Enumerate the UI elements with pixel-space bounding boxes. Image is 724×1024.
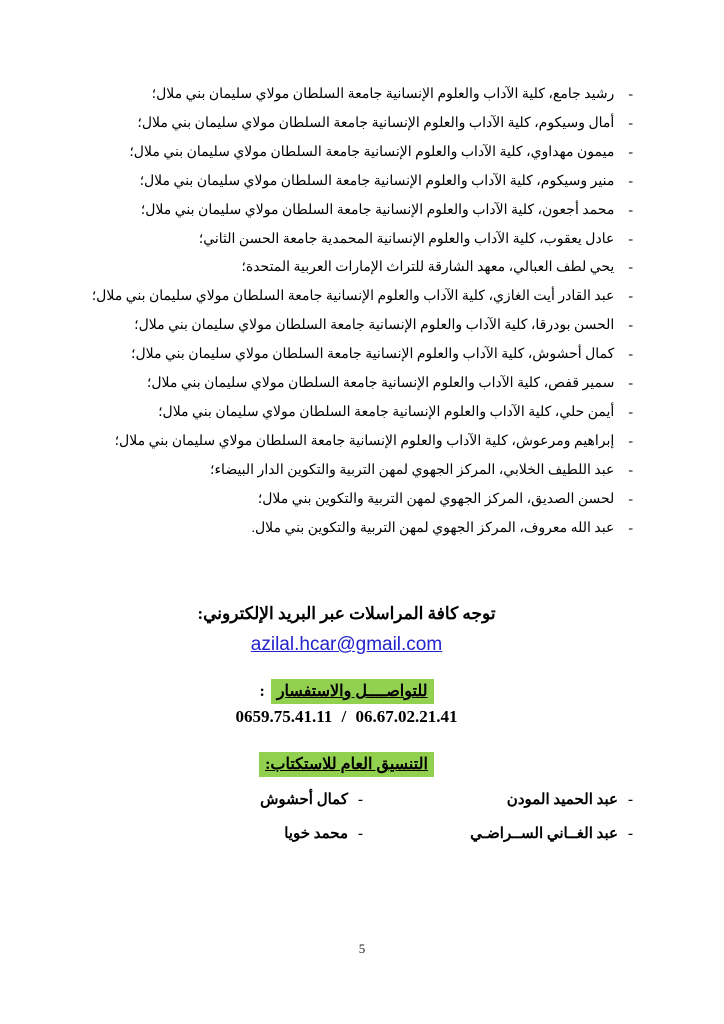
participant-item <box>50 81 633 110</box>
coordinator-text: عبد الغــاني الســراضـي <box>470 826 618 842</box>
participant-item <box>50 139 633 168</box>
participant-item <box>50 312 633 341</box>
coordinator-name <box>363 824 633 843</box>
bullet-dash: - <box>628 173 633 189</box>
participant-item <box>50 226 633 255</box>
bullet-dash: - <box>628 202 633 218</box>
coordinators-grid <box>60 790 633 843</box>
participant-text: سمير قفص، كلية الآداب والعلوم الإنسانية جامعة السلطان مولاي سليمان بني ملال؛ <box>146 376 615 392</box>
bullet-dash: - <box>358 826 363 842</box>
participant-item <box>50 399 633 428</box>
bullet-dash: - <box>628 289 633 305</box>
bullet-dash: - <box>628 376 633 392</box>
coordination-heading: التنسيق العام للاستكتاب: <box>259 752 434 777</box>
bullet-dash: - <box>628 347 633 363</box>
participant-item <box>50 254 633 283</box>
bullet-dash: - <box>628 404 633 420</box>
bullet-dash: - <box>628 115 633 131</box>
bullet-dash: - <box>628 491 633 507</box>
participant-item <box>50 197 633 226</box>
coordinator-text: كمال أحشوش <box>260 792 348 808</box>
participant-item <box>50 110 633 139</box>
participant-text: الحسن بودرقا، كلية الآداب والعلوم الإنسانية جامعة السلطان مولاي سليمان بني ملال؛ <box>134 318 615 334</box>
participant-text: منير وسيكوم، كلية الآداب والعلوم الإنسانية جامعة السلطان مولاي سليمان بني ملال؛ <box>139 173 615 189</box>
contact-heading-colon: : <box>259 683 265 700</box>
participant-text: عبد القادر أيت الغازي، كلية الآداب والعلوم الإنسانية جامعة السلطان مولاي سليمان بني ملال؛ <box>91 289 615 305</box>
coordinator-text: عبد الحميد المودن <box>506 792 618 808</box>
coordinator-name <box>363 790 633 809</box>
coordinator-name <box>60 824 363 843</box>
bullet-dash: - <box>628 462 633 478</box>
participant-item <box>50 168 633 197</box>
bullet-dash: - <box>628 144 633 160</box>
contact-heading-row <box>60 679 633 704</box>
bullet-dash: - <box>628 826 633 842</box>
participant-text: أمال وسيكوم، كلية الآداب والعلوم الإنسانية جامعة السلطان مولاي سليمان بني ملال؛ <box>137 115 615 131</box>
participant-text: عادل يعقوب، كلية الآداب والعلوم الإنسانية المحمدية جامعة الحسن الثاني؛ <box>198 231 615 247</box>
coordination-heading-row <box>60 752 633 777</box>
participant-text: عبد الله معروف، المركز الجهوي لمهن التربية والتكوين بني ملال. <box>251 520 615 536</box>
participant-item <box>50 457 633 486</box>
participant-text: محمد أجعون، كلية الآداب والعلوم الإنسانية جامعة السلطان مولاي سليمان بني ملال؛ <box>140 202 615 218</box>
participant-text: يحي لطف العبالي، معهد الشارقة للتراث الإمارات العربية المتحدة؛ <box>241 260 615 276</box>
bullet-dash: - <box>628 792 633 808</box>
bullet-dash: - <box>628 433 633 449</box>
bullet-dash: - <box>358 792 363 808</box>
participants-list <box>50 81 633 544</box>
bullet-dash: - <box>628 260 633 276</box>
participant-text: عبد اللطيف الخلابي، المركز الجهوي لمهن التربية والتكوين الدار البيضاء؛ <box>210 462 615 478</box>
participant-text: ميمون مهداوي، كلية الآداب والعلوم الإنسانية جامعة السلطان مولاي سليمان بني ملال؛ <box>129 144 615 160</box>
participant-text: رشيد جامع، كلية الآداب والعلوم الإنسانية جامعة السلطان مولاي سليمان بني ملال؛ <box>151 87 615 102</box>
bullet-dash: - <box>628 231 633 247</box>
participant-item <box>50 341 633 370</box>
page-number: 5 <box>358 941 366 956</box>
bullet-dash: - <box>628 520 633 536</box>
participant-text: كمال أحشوش، كلية الآداب والعلوم الإنسانية جامعة السلطان مولاي سليمان بني ملال؛ <box>131 347 615 363</box>
phone-numbers: 0659.75.41.11 / 06.67.02.21.41 <box>235 707 458 726</box>
email-row <box>60 634 633 656</box>
participant-item <box>50 515 633 544</box>
email-link[interactable]: azilal.hcar@gmail.com <box>250 634 443 655</box>
coordinator-text: محمد خويا <box>284 826 348 842</box>
participant-text: لحسن الصديق، المركز الجهوي لمهن التربية والتكوين بني ملال؛ <box>257 491 615 507</box>
coordinator-name <box>60 790 363 809</box>
participant-text: إبراهيم ومرعوش، كلية الآداب والعلوم الإنسانية جامعة السلطان مولاي سليمان بني ملال؛ <box>114 433 615 449</box>
participant-item <box>50 428 633 457</box>
participant-text: أيمن حلي، كلية الآداب والعلوم الإنسانية جامعة السلطان مولاي سليمان بني ملال؛ <box>158 404 615 420</box>
contact-heading: للتواصــــل والاستفسار <box>271 679 434 704</box>
participant-item <box>50 283 633 312</box>
bullet-dash: - <box>628 87 633 102</box>
participant-item <box>50 486 633 515</box>
bullet-dash: - <box>628 318 633 334</box>
email-instruction-label: توجه كافة المراسلات عبر البريد الإلكتروني: <box>197 604 496 623</box>
participant-item <box>50 370 633 399</box>
